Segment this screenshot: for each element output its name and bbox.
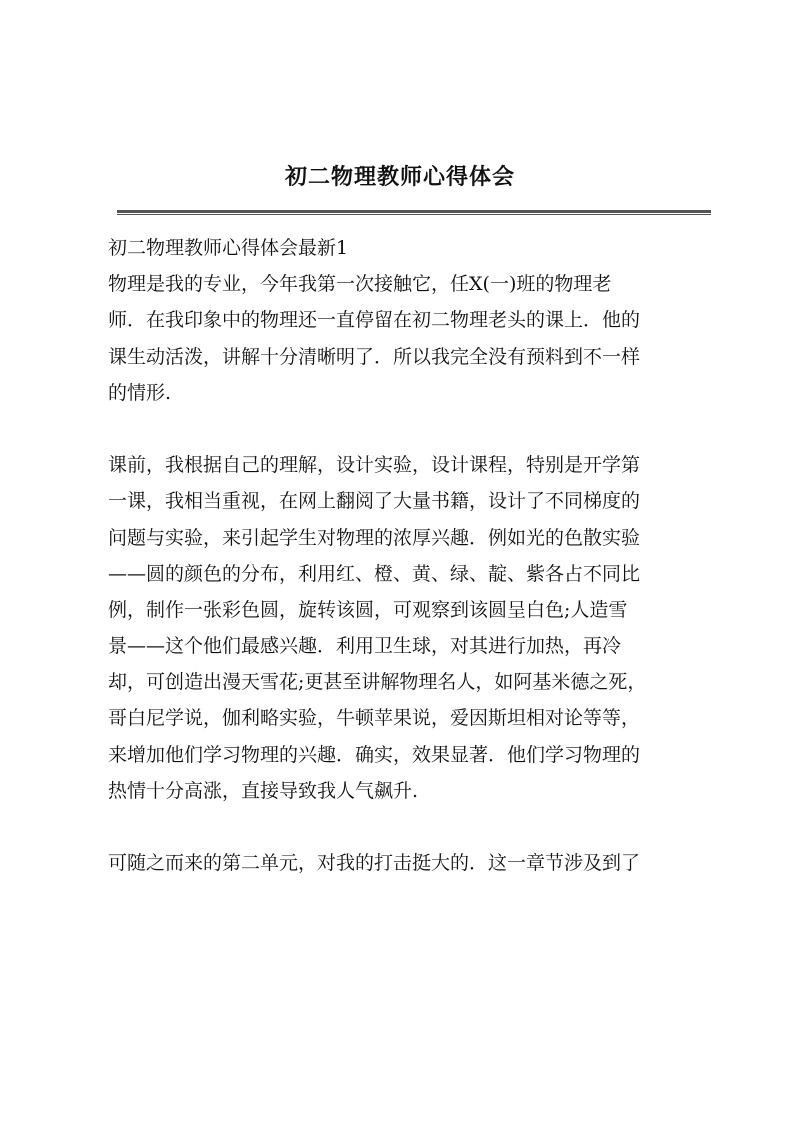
text-line: 课前，我根据自己的理解，设计实验，设计课程，特别是开学第 [108, 454, 641, 477]
text-line: 来增加他们学习物理的兴趣．确实，效果显著．他们学习物理的 [108, 743, 641, 766]
section-heading: 初二物理教师心得体会最新1 [108, 237, 349, 259]
text-line: 哥白尼学说，伽利略实验，牛顿苹果说，爱因斯坦相对论等等， [108, 707, 641, 730]
text-line: 例，制作一张彩色圆，旋转该圆，可观察到该圆呈白色;人造雪 [108, 598, 628, 621]
text-line: 可随之而来的第二单元，对我的打击挺大的．这一章节涉及到了 [108, 852, 641, 875]
text-line: 师．在我印象中的物理还一直停留在初二物理老头的课上．他的 [108, 309, 641, 332]
paragraph-3 [108, 845, 708, 881]
text-line: 课生动活泼，讲解十分清晰明了．所以我完全没有预料到不一样 [108, 345, 641, 368]
text-line: 热情十分高涨，直接导致我人气飙升. [108, 779, 419, 802]
document-title: 初二物理教师心得体会 [284, 164, 515, 190]
text-line: 问题与实验，来引起学生对物理的浓厚兴趣．例如光的色散实验 [108, 526, 641, 549]
text-line: 一课，我相当重视，在网上翻阅了大量书籍，设计了不同梯度的 [108, 490, 641, 513]
title-divider [117, 210, 711, 215]
document-body [108, 230, 708, 881]
text-line: ——圆的颜色的分布，利用红、橙、黄、绿、靛、紫各占不同比 [108, 562, 641, 585]
paragraph-1 [108, 266, 708, 411]
text-line: 却，可创造出漫天雪花;更甚至讲解物理名人，如阿基米德之死， [108, 671, 647, 694]
paragraph-2 [108, 447, 708, 809]
paragraph-gap [108, 809, 708, 845]
text-line: 景——这个他们最感兴趣．利用卫生球，对其进行加热，再冷 [108, 635, 622, 658]
paragraph-gap [108, 411, 708, 447]
text-line: 的情形. [108, 381, 172, 404]
text-line: 物理是我的专业，今年我第一次接触它，任X(一)班的物理老 [108, 273, 612, 296]
